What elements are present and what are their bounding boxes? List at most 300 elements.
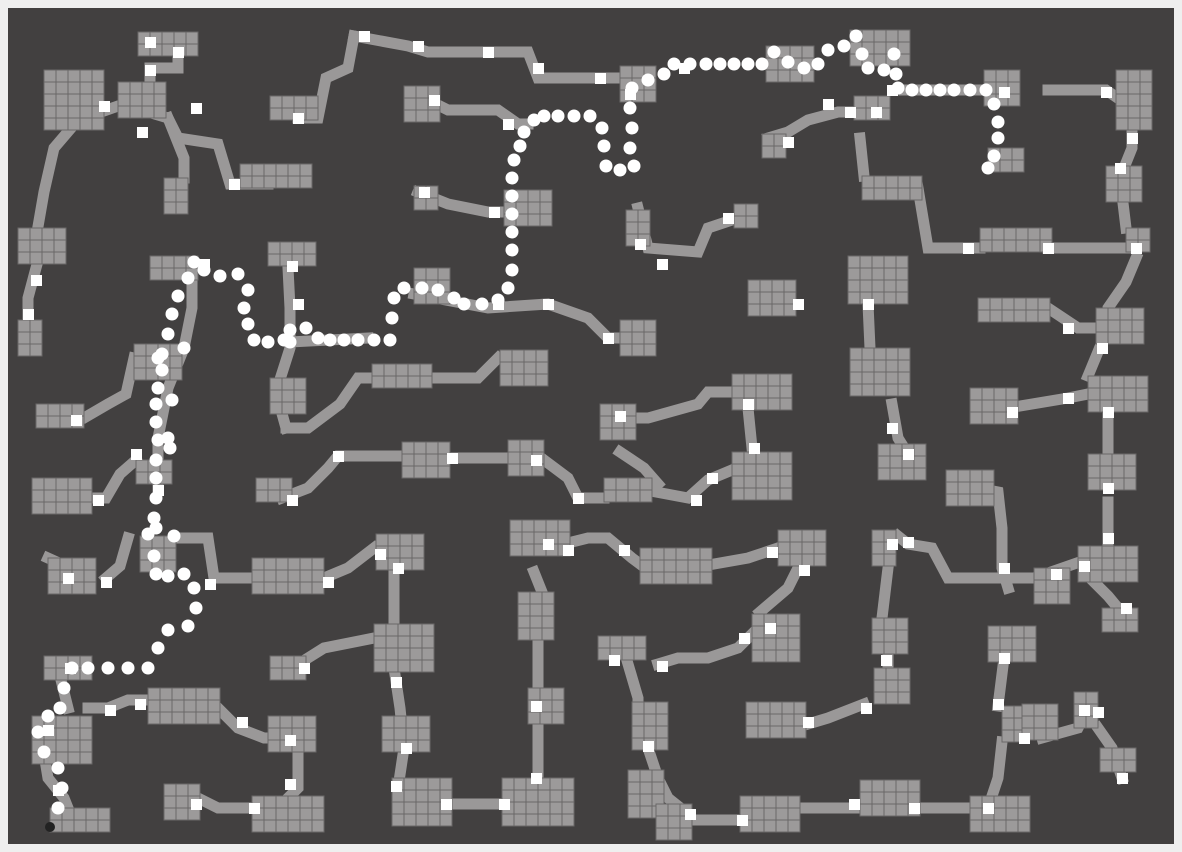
door-tile xyxy=(799,565,810,576)
path-dot xyxy=(238,302,251,315)
door-tile xyxy=(1131,243,1142,254)
path-dot xyxy=(476,298,489,311)
path-dot xyxy=(862,62,875,75)
path-dot xyxy=(624,102,637,115)
room[interactable] xyxy=(372,364,432,388)
corridor xyxy=(748,408,752,448)
path-dot xyxy=(768,46,781,59)
door-tile xyxy=(1079,561,1090,572)
path-dot xyxy=(756,58,769,71)
path-dot xyxy=(368,334,381,347)
corridor xyxy=(868,304,870,348)
room-floor xyxy=(620,320,656,356)
path-dot xyxy=(142,662,155,675)
path-dot xyxy=(150,472,163,485)
path-dot xyxy=(248,334,261,347)
path-dot xyxy=(506,244,519,257)
room[interactable] xyxy=(32,478,92,514)
path-dot xyxy=(822,44,835,57)
room[interactable] xyxy=(270,378,306,414)
path-dot xyxy=(388,292,401,305)
room[interactable] xyxy=(256,478,292,502)
room[interactable] xyxy=(740,796,800,832)
door-tile xyxy=(135,699,146,710)
path-dot xyxy=(182,620,195,633)
path-dot xyxy=(684,58,697,71)
path-dot xyxy=(162,328,175,341)
path-dot xyxy=(190,602,203,615)
door-tile xyxy=(723,213,734,224)
path-dot xyxy=(150,398,163,411)
door-tile xyxy=(573,493,584,504)
path-dot xyxy=(52,762,65,775)
door-tile xyxy=(393,563,404,574)
path-dot xyxy=(506,208,519,221)
room[interactable] xyxy=(862,176,922,200)
door-tile xyxy=(359,31,370,42)
path-dot xyxy=(172,290,185,303)
door-tile xyxy=(999,653,1010,664)
corridor xyxy=(998,658,1004,706)
path-dot xyxy=(538,110,551,123)
path-dot xyxy=(188,582,201,595)
door-tile xyxy=(1117,773,1128,784)
room[interactable] xyxy=(978,298,1050,322)
door-tile xyxy=(543,539,554,550)
path-dot xyxy=(506,190,519,203)
path-dot xyxy=(122,662,135,675)
door-tile xyxy=(707,473,718,484)
path-dot xyxy=(42,710,55,723)
room[interactable] xyxy=(1096,308,1144,344)
door-tile xyxy=(401,743,412,754)
door-tile xyxy=(293,299,304,310)
door-tile xyxy=(635,239,646,250)
path-dot xyxy=(352,334,365,347)
door-tile xyxy=(1051,569,1062,580)
door-tile xyxy=(783,137,794,148)
door-tile xyxy=(105,705,116,716)
door-tile xyxy=(909,803,920,814)
door-tile xyxy=(23,309,34,320)
path-dot xyxy=(284,336,297,349)
room-floor xyxy=(1088,376,1148,412)
path-dot xyxy=(52,802,65,815)
path-dot xyxy=(552,110,565,123)
door-tile xyxy=(131,449,142,460)
room[interactable] xyxy=(752,614,800,662)
door-tile xyxy=(765,623,776,634)
path-dot xyxy=(432,284,445,297)
door-tile xyxy=(531,701,542,712)
path-dot xyxy=(714,58,727,71)
path-dot xyxy=(506,172,519,185)
path-dot xyxy=(166,308,179,321)
door-tile xyxy=(1115,163,1126,174)
path-dot xyxy=(892,82,905,95)
door-tile xyxy=(563,545,574,556)
door-tile xyxy=(767,547,778,558)
path-dot xyxy=(338,334,351,347)
room[interactable] xyxy=(1100,748,1136,772)
room[interactable] xyxy=(268,716,316,752)
room[interactable] xyxy=(620,320,656,356)
path-dot xyxy=(658,68,671,81)
room[interactable] xyxy=(402,442,450,478)
dungeon-map[interactable] xyxy=(8,8,1174,844)
path-dot xyxy=(668,58,681,71)
room[interactable] xyxy=(44,70,104,130)
room[interactable] xyxy=(848,256,908,304)
door-tile xyxy=(849,799,860,810)
door-tile xyxy=(737,815,748,826)
door-tile xyxy=(993,699,1004,710)
door-tile xyxy=(205,579,216,590)
door-tile xyxy=(999,87,1010,98)
path-dot xyxy=(514,140,527,153)
path-dot xyxy=(312,332,325,345)
door-tile xyxy=(863,299,874,310)
room[interactable] xyxy=(240,164,312,188)
path-dot xyxy=(856,48,869,61)
door-tile xyxy=(1103,407,1114,418)
room[interactable] xyxy=(946,470,994,506)
door-tile xyxy=(429,95,440,106)
door-tile xyxy=(191,799,202,810)
door-tile xyxy=(1097,343,1108,354)
path-dot xyxy=(964,84,977,97)
path-dot xyxy=(56,782,69,795)
path-dot xyxy=(982,162,995,175)
door-tile xyxy=(1079,705,1090,716)
room-floor xyxy=(874,668,910,704)
path-dot xyxy=(988,98,1001,111)
path-dot xyxy=(152,352,165,365)
path-dot xyxy=(150,522,163,535)
door-tile xyxy=(1103,533,1114,544)
room[interactable] xyxy=(748,280,796,316)
door-tile xyxy=(323,577,334,588)
door-tile xyxy=(543,299,554,310)
room[interactable] xyxy=(252,796,324,832)
path-dot xyxy=(626,122,639,135)
door-tile xyxy=(191,103,202,114)
path-dot xyxy=(506,264,519,277)
path-dot xyxy=(416,282,429,295)
path-dot xyxy=(584,110,597,123)
door-tile xyxy=(823,99,834,110)
path-dot xyxy=(198,264,211,277)
door-tile xyxy=(983,803,994,814)
door-tile xyxy=(1127,133,1138,144)
path-dot xyxy=(66,662,79,675)
room-floor xyxy=(970,796,1030,832)
path-dot xyxy=(178,342,191,355)
corridor xyxy=(860,138,864,176)
path-dot xyxy=(156,364,169,377)
room[interactable] xyxy=(1116,70,1152,130)
door-tile xyxy=(609,655,620,666)
path-dot xyxy=(812,58,825,71)
door-tile xyxy=(299,663,310,674)
room-floor xyxy=(746,702,806,738)
path-dot xyxy=(162,624,175,637)
door-tile xyxy=(1103,483,1114,494)
path-dot xyxy=(596,122,609,135)
path-dot xyxy=(742,58,755,71)
room[interactable] xyxy=(252,558,324,594)
door-tile xyxy=(63,573,74,584)
path-dot xyxy=(82,662,95,675)
door-tile xyxy=(287,495,298,506)
path-dot xyxy=(906,84,919,97)
path-dot xyxy=(182,272,195,285)
path-dot xyxy=(624,142,637,155)
door-tile xyxy=(845,107,856,118)
path-dot xyxy=(642,74,655,87)
path-dot xyxy=(58,682,71,695)
path-dot xyxy=(838,40,851,53)
room[interactable] xyxy=(148,688,220,724)
door-tile xyxy=(887,539,898,550)
door-tile xyxy=(287,261,298,272)
path-dot xyxy=(980,84,993,97)
door-tile xyxy=(229,179,240,190)
door-tile xyxy=(749,443,760,454)
door-tile xyxy=(643,741,654,752)
door-tile xyxy=(1063,393,1074,404)
door-tile xyxy=(887,423,898,434)
path-dot xyxy=(164,442,177,455)
door-tile xyxy=(413,41,424,52)
door-tile xyxy=(285,735,296,746)
path-dot xyxy=(150,568,163,581)
door-tile xyxy=(391,677,402,688)
door-tile xyxy=(1121,603,1132,614)
room-floor xyxy=(732,374,792,410)
door-tile xyxy=(285,779,296,790)
room[interactable] xyxy=(980,228,1052,252)
door-tile xyxy=(533,63,544,74)
door-tile xyxy=(803,717,814,728)
path-dot xyxy=(934,84,947,97)
path-dot xyxy=(284,324,297,337)
door-tile xyxy=(71,415,82,426)
door-tile xyxy=(595,73,606,84)
door-tile xyxy=(793,299,804,310)
door-tile xyxy=(489,207,500,218)
room[interactable] xyxy=(640,548,712,584)
path-dot xyxy=(502,282,515,295)
path-dot xyxy=(568,110,581,123)
path-dot xyxy=(152,382,165,395)
door-tile xyxy=(391,781,402,792)
path-dot xyxy=(324,334,337,347)
room-floor xyxy=(32,478,92,514)
room[interactable] xyxy=(872,618,908,654)
door-tile xyxy=(861,703,872,714)
path-dot xyxy=(152,642,165,655)
door-tile xyxy=(619,545,630,556)
path-dot xyxy=(148,550,161,563)
path-dot xyxy=(166,394,179,407)
path-dot xyxy=(242,284,255,297)
door-tile xyxy=(963,243,974,254)
path-dot xyxy=(798,62,811,75)
room[interactable] xyxy=(500,350,548,386)
room[interactable] xyxy=(746,702,806,738)
door-tile xyxy=(1043,243,1054,254)
room[interactable] xyxy=(374,624,434,672)
door-tile xyxy=(333,451,344,462)
room[interactable] xyxy=(762,134,786,158)
room[interactable] xyxy=(1102,608,1138,632)
room[interactable] xyxy=(734,204,758,228)
room[interactable] xyxy=(18,228,66,264)
door-tile xyxy=(657,661,668,672)
door-tile xyxy=(903,537,914,548)
door-tile xyxy=(441,799,452,810)
door-tile xyxy=(1019,733,1030,744)
corridor xyxy=(882,568,888,618)
path-dot xyxy=(150,454,163,467)
door-tile xyxy=(499,799,510,810)
room[interactable] xyxy=(118,82,166,118)
path-dot xyxy=(878,64,891,77)
path-dot xyxy=(992,116,1005,129)
door-tile xyxy=(447,453,458,464)
door-tile xyxy=(249,803,260,814)
room[interactable] xyxy=(1088,376,1148,412)
door-tile xyxy=(93,495,104,506)
door-tile xyxy=(871,107,882,118)
room[interactable] xyxy=(510,520,570,556)
room[interactable] xyxy=(988,626,1036,662)
path-dot xyxy=(600,160,613,173)
door-tile xyxy=(685,809,696,820)
room[interactable] xyxy=(502,778,574,826)
door-tile xyxy=(691,495,702,506)
path-dot xyxy=(948,84,961,97)
room[interactable] xyxy=(164,178,188,214)
door-tile xyxy=(419,187,430,198)
room[interactable] xyxy=(778,530,826,566)
room[interactable] xyxy=(970,796,1030,832)
path-dot xyxy=(628,160,641,173)
room[interactable] xyxy=(518,592,554,640)
path-dot xyxy=(890,68,903,81)
door-tile xyxy=(603,333,614,344)
path-dot xyxy=(398,282,411,295)
door-tile xyxy=(743,399,754,410)
path-dot xyxy=(242,318,255,331)
door-tile xyxy=(99,101,110,112)
door-tile xyxy=(999,563,1010,574)
room[interactable] xyxy=(598,636,646,660)
path-dot xyxy=(508,154,521,167)
path-dot xyxy=(492,294,505,307)
path-dot xyxy=(102,662,115,675)
door-tile xyxy=(531,455,542,466)
path-dot xyxy=(988,150,1001,163)
path-dot xyxy=(32,726,45,739)
path-dot xyxy=(992,132,1005,145)
path-dot xyxy=(782,56,795,69)
path-dot xyxy=(700,58,713,71)
path-dot xyxy=(598,140,611,153)
room-floor xyxy=(510,520,570,556)
room-floor xyxy=(872,618,908,654)
door-tile xyxy=(531,773,542,784)
door-tile xyxy=(137,127,148,138)
door-tile xyxy=(739,633,750,644)
path-dot xyxy=(518,126,531,139)
door-tile xyxy=(881,655,892,666)
path-dot xyxy=(888,48,901,61)
door-tile xyxy=(1101,87,1112,98)
room[interactable] xyxy=(18,320,42,356)
path-dot xyxy=(614,164,627,177)
room[interactable] xyxy=(732,452,792,500)
path-dot xyxy=(178,568,191,581)
path-dot xyxy=(386,312,399,325)
door-tile xyxy=(657,259,668,270)
room-floor xyxy=(44,70,104,130)
path-dot xyxy=(458,298,471,311)
door-tile xyxy=(615,411,626,422)
door-tile xyxy=(1093,707,1104,718)
door-tile xyxy=(1007,407,1018,418)
room[interactable] xyxy=(874,668,910,704)
path-dot xyxy=(214,270,227,283)
door-tile xyxy=(173,47,184,58)
path-dot xyxy=(728,58,741,71)
door-tile xyxy=(903,449,914,460)
door-tile xyxy=(31,275,42,286)
room-floor xyxy=(270,378,306,414)
path-dot xyxy=(162,570,175,583)
door-tile xyxy=(145,65,156,76)
path-dot xyxy=(506,226,519,239)
room-floor xyxy=(1116,70,1152,130)
path-dot xyxy=(38,746,51,759)
door-tile xyxy=(101,577,112,588)
start-marker[interactable] xyxy=(45,822,55,832)
door-tile xyxy=(375,549,386,560)
room[interactable] xyxy=(878,444,926,480)
door-tile xyxy=(237,717,248,728)
path-dot xyxy=(920,84,933,97)
door-tile xyxy=(293,113,304,124)
door-tile xyxy=(1063,323,1074,334)
door-tile xyxy=(483,47,494,58)
path-dot xyxy=(168,530,181,543)
path-dot xyxy=(150,416,163,429)
door-tile xyxy=(43,725,54,736)
room[interactable] xyxy=(604,478,652,502)
room[interactable] xyxy=(970,388,1018,424)
path-dot xyxy=(262,336,275,349)
path-dot xyxy=(54,702,67,715)
door-tile xyxy=(145,37,156,48)
corridor xyxy=(534,572,542,592)
room-floor xyxy=(740,796,800,832)
path-dot xyxy=(850,30,863,43)
room[interactable] xyxy=(732,374,792,410)
path-dot xyxy=(150,492,163,505)
room[interactable] xyxy=(850,348,910,396)
path-dot xyxy=(232,268,245,281)
